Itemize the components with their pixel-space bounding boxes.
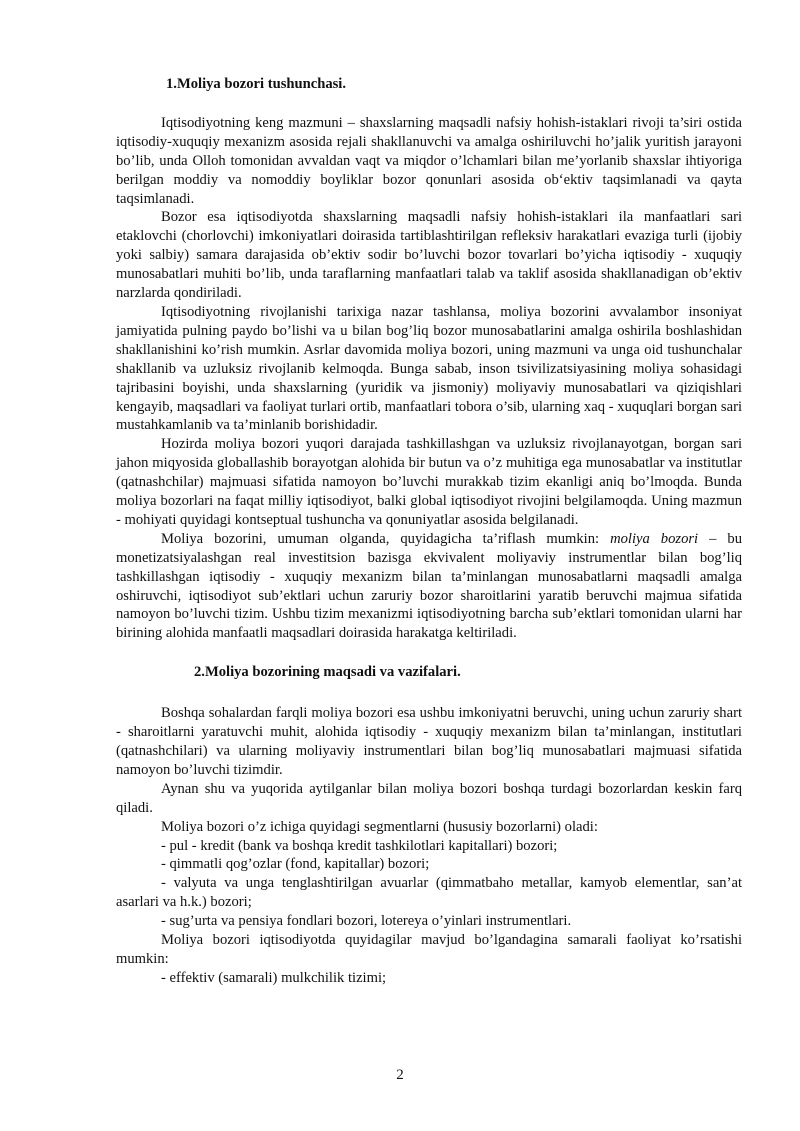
paragraph: Boshqa sohalardan farqli moliya bozori esa ushbu imkoniyatni beruvchi, uning uchun zaruriy shart - sharoitlarni yaratuvchi muhit, alohida iqtisodiy - xuquqiy mexanizm bilan ta’minlangan, institutlari (qatnashchilari) va ularning moliyaviy instrumentlari bilan bog’liq munosabatlari majmuasi sifatida namoyon bo’luvchi tizimdir. <box>116 705 742 778</box>
segment-list-item: - qimmatli qog’ozlar (fond, kapitallar) bozori; <box>161 856 430 873</box>
page-number: 2 <box>396 1067 404 1083</box>
page-content <box>116 75 742 988</box>
condition-list-item: - effektiv (samarali) mulkchilik tizimi; <box>161 969 387 986</box>
section-heading-1: 1.Moliya bozori tushunchasi. <box>166 76 347 92</box>
paragraph: Iqtisodiyotning rivojlanishi tarixiga nazar tashlansa, moliya bozorini avvalambor insoniyat jamiyatida pulning paydo bo’lishi va u bilan bog’liq bozor munosabatlarini amalga oshirila boshlashidan shakllanishini ko’rish mumkin. Asrlar davomida moliya bozori, uning mazmuni va unga oid tushunchalar shakllanib va uzluksiz rivojlanib kelmoqda. Bunga sabab, inson tsivilizatsiyasining moliya sohasidagi tajribasini boyishi, unda shaxslarning (yuridik va jismoniy) moliyaviy munosabatlari va qiziqishlari kengayib, maqsadlari va faoliyat turlari ortib, manfaatlari tobora o’sib, ularning xaq - xuquqlari borgan sari mustahkamlanib va ta’minlanib borishidadir. <box>116 303 742 434</box>
definition-paragraph <box>116 530 742 643</box>
paragraph: Hozirda moliya bozori yuqori darajada tashkillashgan va uzluksiz rivojlanayotgan, borgan sari jahon miqyosida globallashib borayotgan alohida bir butun va o’z muhitiga ega munosabatlar va institutlar (qatnashchilar) majmuasi sifatida namoyon bo’luvchi murakkab tizim ekanligi aniq bo’lmoqda. Bunda moliya bozorlari na faqat milliy iqtisodiyot, balki global iqtisodiyot rivojini belgilamoqda. Uning mazmun - mohiyati quyidagi kontseptual tushuncha va qonuniyatlar asosida belgilanadi. <box>116 436 742 528</box>
paragraph: Bozor esa iqtisodiyotda shaxslarning maqsadli nafsiy hohish-istaklari ila manfaatlari sari etaklovchi (chorlovchi) imkoniyatlari doirasida tartiblashtirilgan refleksiv harakatlari evaziga turli (ijobiy yoki salbiy) samara darajasida ob’ektiv sodir bo’luvchi bozor tovarlari bo’yicha iqtisodiy - xuquqiy munosabatlari muhiti bo’lib, unda taraflarning manfaatlari talab va taklif asosida shakllanadigan ob’ektiv narzlarda qondiriladi. <box>116 209 742 302</box>
segment-list-item: - pul - kredit (bank va boshqa kredit tashkilotlari kapitallari) bozori; <box>161 837 558 854</box>
segment-list-item: - valyuta va unga tenglashtirilgan avuarlar (qimmatbaho metallar, kamyob elementlar, san’at asarlari va h.k.) bozori; <box>116 875 742 911</box>
segment-list-item: - sug’urta va pensiya fondlari bozori, lotereya o’yinlari instrumentlari. <box>161 913 572 930</box>
definition-term: moliya bozori <box>610 530 699 547</box>
paragraph: Moliya bozori iqtisodiyotda quyidagilar mavjud bo’lgandagina samarali faoliyat ko’rsatishi mumkin: <box>116 932 742 967</box>
paragraph: Aynan shu va yuqorida aytilganlar bilan moliya bozori boshqa turdagi bozorlardan keskin farq qiladi. <box>116 780 742 816</box>
section-heading-2: 2.Moliya bozorining maqsadi va vazifalari. <box>194 664 461 681</box>
definition-body-text: – bu monetizatsiyalashgan real investitsion bazisga ekvivalent moliyaviy instrumentlar bilan bog’liq tashkillashgan iqtisodiy - xuquqiy mexanizm bilan ta’minlangan munosabatlarni maqsadli amalga oshiruvchi, iqtisodiyot sub’ektlari uchun zaruriy bozor sharoitlarini yaratib beruvchi majmua sifatida namoyon bo’luvchi tizim. Ushbu tizim mexanizmi iqtisodiyotning barcha sub’ektlari tomonidan ularni har birining alohida manfaatli maqsadlari doirasida harakatga keltiriladi. <box>116 530 743 642</box>
paragraph: Iqtisodiyotning keng mazmuni – shaxslarning maqsadli nafsiy hohish-istaklari rivoji ta’siri ostida iqtisodiy-xuquqiy mexanizm asosida rejali shakllanuvchi va amalga oshiriluvchi ho’jalik yuritish jarayoni bo’lib, unda Olloh tomonidan avvaldan vaqt va miqdor o’lchamlari bilan me’yorlanib shaxslar ihtiyoriga berilgan moddiy va nomoddiy boyliklar bozor qonunlari asosida obʻektiv taqsimlanadi va qayta taqsimlanadi. <box>116 114 742 207</box>
paragraph: Moliya bozori o’z ichiga quyidagi segmentlarni (hususiy bozorlarni) oladi: <box>161 818 598 835</box>
definition-lead-text: Moliya bozorini, umuman olganda, quyidagicha ta’riflash mumkin: <box>161 530 611 547</box>
